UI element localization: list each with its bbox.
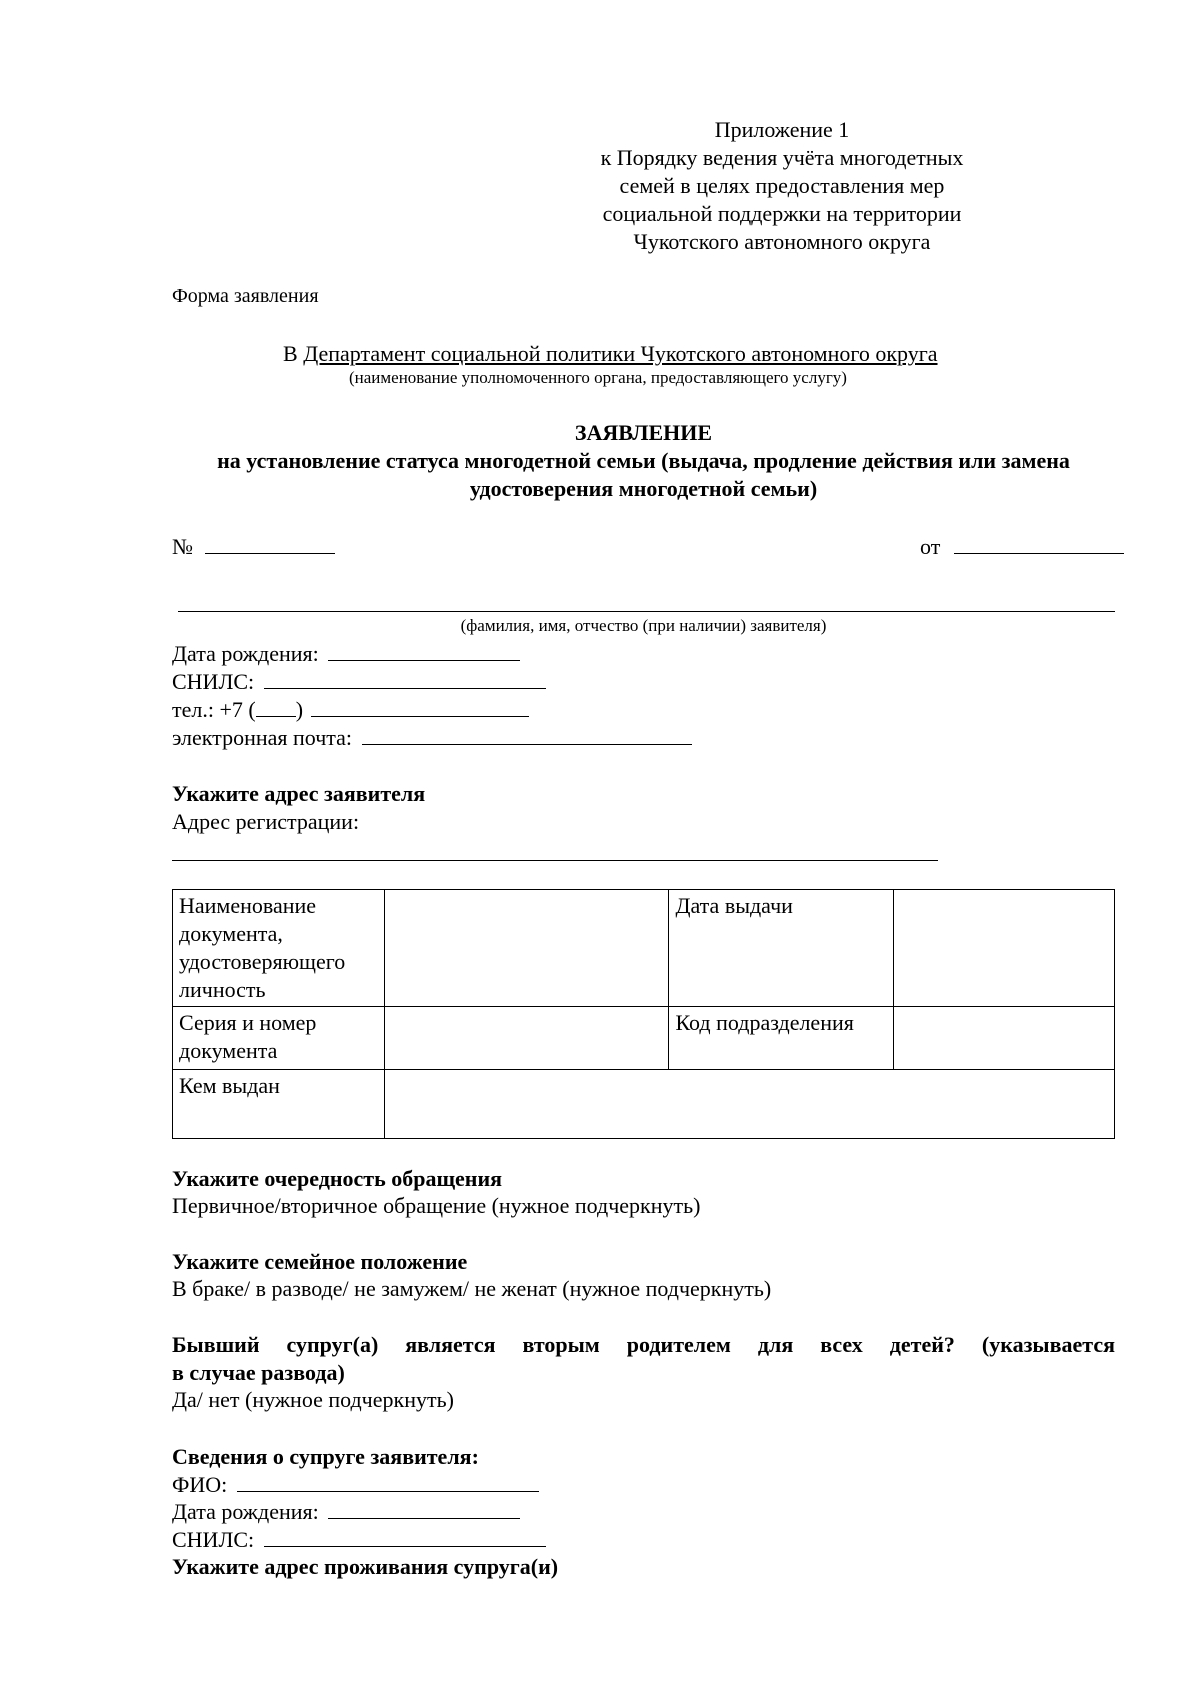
date-blank[interactable] <box>954 535 1124 554</box>
number-label: № <box>172 534 193 559</box>
marital-heading: Укажите семейное положение <box>172 1249 468 1274</box>
spouse-address-heading: Укажите адрес проживания супруга(и) <box>172 1554 559 1579</box>
issued-by-value-cell[interactable] <box>384 1070 1114 1139</box>
spouse-birth-field <box>172 1498 520 1526</box>
applicant-phone-field <box>172 696 529 724</box>
appendix-line-5: Чукотского автономного округа <box>633 229 931 254</box>
document-title: ЗАЯВЛЕНИЕ <box>574 420 713 445</box>
applicant-phone-label: тел.: +7 ( <box>172 697 256 722</box>
doc-name-label: Наименование документа, удостоверяющего личность <box>173 890 385 1007</box>
spouse-snils-label: СНИЛС: <box>172 1527 255 1552</box>
table-row <box>173 890 1115 1007</box>
order-heading: Укажите очередность обращения <box>172 1166 503 1191</box>
spouse-fio-field <box>172 1471 539 1499</box>
applicant-snils-blank[interactable] <box>264 670 546 689</box>
issued-by-label: Кем выдан <box>173 1070 385 1139</box>
table-row <box>173 1070 1115 1139</box>
division-code-value-cell[interactable] <box>894 1007 1115 1070</box>
spouse-birth-label: Дата рождения: <box>172 1499 319 1524</box>
issue-date-label: Дата выдачи <box>669 890 894 1007</box>
ex-spouse-heading-line-2: в случае развода) <box>172 1360 345 1385</box>
applicant-name-note: (фамилия, имя, отчество (при наличии) заявителя) <box>460 616 827 635</box>
spouse-fio-blank[interactable] <box>237 1473 539 1492</box>
applicant-email-blank[interactable] <box>362 726 692 745</box>
address-heading: Укажите адрес заявителя <box>172 781 426 806</box>
recipient-name: Департамент социальной политики Чукотского автономного округа <box>303 341 938 366</box>
applicant-birth-blank[interactable] <box>328 642 520 661</box>
registration-address-blank[interactable] <box>172 860 938 861</box>
appendix-line-4: социальной поддержки на территории <box>602 201 962 226</box>
ex-spouse-text: Да/ нет (нужное подчеркнуть) <box>172 1387 454 1412</box>
issue-date-value-cell[interactable] <box>894 890 1115 1007</box>
recipient-line <box>283 340 938 368</box>
spouse-heading: Сведения о супруге заявителя: <box>172 1444 479 1469</box>
document-subtitle-line-1: на установление статуса многодетной семьи (выдача, продление действия или замена <box>217 448 1070 473</box>
ex-spouse-heading-line-1: Бывший супруг(а) является вторым родителем для всех детей? (указывается <box>172 1332 1115 1357</box>
date-label: от <box>920 534 941 559</box>
marital-text: В браке/ в разводе/ не замужем/ не женат (нужное подчеркнуть) <box>172 1276 772 1301</box>
form-label: Форма заявления <box>172 285 319 307</box>
spouse-birth-blank[interactable] <box>328 1500 520 1519</box>
series-value-cell[interactable] <box>384 1007 669 1070</box>
appendix-line-1: Приложение 1 <box>714 117 850 142</box>
applicant-name-blank[interactable] <box>178 611 1115 612</box>
phone-number-blank[interactable] <box>311 698 529 717</box>
phone-close: ) <box>295 697 304 722</box>
order-text: Первичное/вторичное обращение (нужное подчеркнуть) <box>172 1193 701 1218</box>
document-subtitle-line-2: удостоверения многодетной семьи) <box>469 476 818 501</box>
phone-code-blank[interactable] <box>256 698 296 717</box>
registration-label: Адрес регистрации: <box>172 809 360 834</box>
doc-name-value-cell[interactable] <box>384 890 669 1007</box>
applicant-email-field <box>172 724 692 752</box>
number-field <box>172 533 335 561</box>
applicant-email-label: электронная почта: <box>172 725 353 750</box>
id-document-table <box>172 889 1115 1139</box>
appendix-line-2: к Порядку ведения учёта многодетных <box>600 145 964 170</box>
appendix-block <box>572 116 992 256</box>
series-label: Серия и номер документа <box>173 1007 385 1070</box>
date-field <box>920 533 1124 561</box>
division-code-label: Код подразделения <box>669 1007 894 1070</box>
table-row <box>173 1007 1115 1070</box>
applicant-snils-label: СНИЛС: <box>172 669 255 694</box>
spouse-snils-field <box>172 1526 546 1554</box>
spouse-fio-label: ФИО: <box>172 1472 228 1497</box>
number-blank[interactable] <box>205 535 335 554</box>
recipient-note: (наименование уполномоченного органа, предоставляющего услугу) <box>349 368 847 387</box>
applicant-birth-label: Дата рождения: <box>172 641 319 666</box>
applicant-birth-field <box>172 640 520 668</box>
applicant-snils-field <box>172 668 546 696</box>
appendix-line-3: семей в целях предоставления мер <box>619 173 945 198</box>
spouse-snils-blank[interactable] <box>264 1528 546 1547</box>
recipient-prefix: В <box>283 341 298 366</box>
